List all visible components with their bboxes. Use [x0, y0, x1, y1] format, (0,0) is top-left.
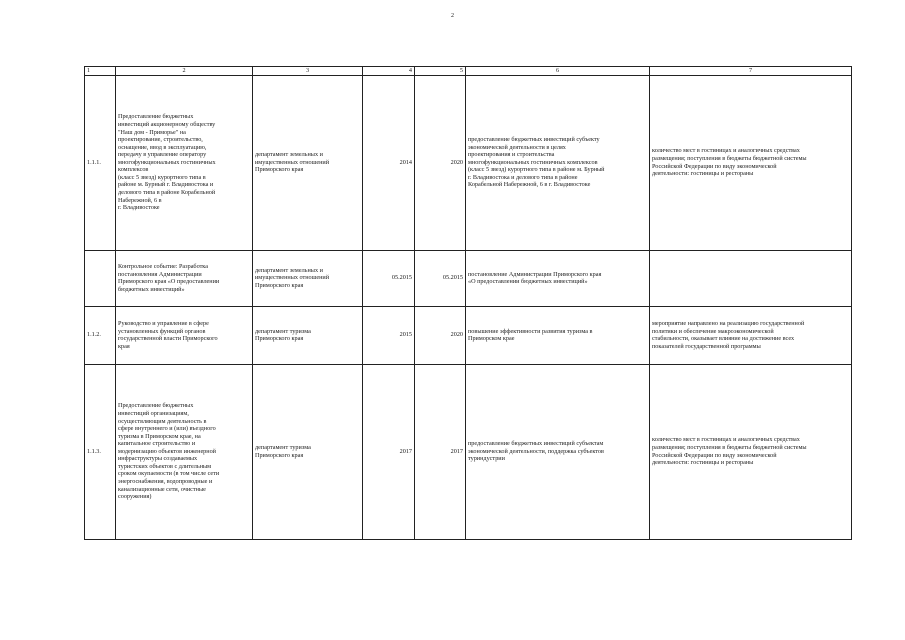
indicator-link: мероприятие направлено на реализацию государственной политики и обеспечение макроэкономической стабильности, оказывает влияние на достижение всех показателей государственной программы — [650, 306, 852, 364]
end-date: 2017 — [415, 364, 466, 539]
executor: департамент земельных и имущественных отношений Приморского края — [253, 75, 363, 250]
activity-name: Контрольное событие: Разработка постановления Администрации Приморского края «О предоставлении бюджетных инвестиций» — [116, 250, 253, 306]
start-date: 2015 — [363, 306, 415, 364]
table-row — [85, 306, 852, 364]
expected-result: предоставление бюджетных инвестиций субъектам экономической деятельности, поддержка субъектов туриндустрии — [466, 364, 650, 539]
activity-name: Предоставление бюджетных инвестиций акционерному обществу "Наш дом - Приморье" на проектирование, строительство, оснащение, ввод в эксплуатацию, передачу в управление оператору многофункциональных гостиничных комплексов (класс 5 звезд) курортного типа в районе м. Бурный г. Владивостока и делового типа в районе Корабельной Набережной, 6 в г. Владивостоке — [116, 75, 253, 250]
start-date: 2017 — [363, 364, 415, 539]
activity-name: Руководство и управление в сфере установленных функций органов государственной власти Приморского края — [116, 306, 253, 364]
row-number: 1.1.1. — [85, 75, 116, 250]
indicator-link: количество мест в гостиницах и аналогичных средствах размещения; поступления в бюджеты бюджетной системы Российской Федерации по виду экономической деятельности: гостиницы и рестораны — [650, 364, 852, 539]
start-date: 05.2015 — [363, 250, 415, 306]
executor: департамент земельных и имущественных отношений Приморского края — [253, 250, 363, 306]
end-date: 2020 — [415, 306, 466, 364]
row-number: 1.1.2. — [85, 306, 116, 364]
table-row — [85, 75, 852, 250]
page-number: 2 — [451, 13, 454, 19]
activities-table — [84, 66, 852, 540]
table-header-row — [85, 67, 852, 76]
indicator-link: количество мест в гостиницах и аналогичных средствах размещения; поступления в бюджеты бюджетной системы Российской Федерации по виду экономической деятельности: гостиницы и рестораны — [650, 75, 852, 250]
table-row — [85, 250, 852, 306]
column-header-indicators: 7 — [650, 67, 852, 76]
expected-result: предоставление бюджетных инвестиций субъекту экономической деятельности в целях проектирования и строительства многофункциональных гостиничных комплексов (класс 5 звезд) курортного типа в районе м. Бурный г. Владивостока и делового типа в районе Корабельной Набережной, 6 в г. Владивостоке — [466, 75, 650, 250]
column-header-end: 5 — [415, 67, 466, 76]
end-date: 05.2015 — [415, 250, 466, 306]
column-header-start: 4 — [363, 67, 415, 76]
executor: департамент туризма Приморского края — [253, 364, 363, 539]
table-row — [85, 364, 852, 539]
row-number: 1.1.3. — [85, 364, 116, 539]
start-date: 2014 — [363, 75, 415, 250]
expected-result: постановление Администрации Приморского края «О предоставлении бюджетных инвестиций» — [466, 250, 650, 306]
expected-result: повышение эффективности развития туризма в Приморском крае — [466, 306, 650, 364]
end-date: 2020 — [415, 75, 466, 250]
row-number — [85, 250, 116, 306]
executor: департамент туризма Приморского края — [253, 306, 363, 364]
column-header-result: 6 — [466, 67, 650, 76]
column-header-executor: 3 — [253, 67, 363, 76]
column-header-activity: 2 — [116, 67, 253, 76]
indicator-link — [650, 250, 852, 306]
column-header-number: 1 — [85, 67, 116, 76]
activity-name: Предоставление бюджетных инвестиций организациям, осуществляющим деятельность в сфере внутреннего и (или) въездного туризма в Приморском крае, на капитальное строительство и модернизацию объектов инженерной инфраструктуры создаваемых туристских объектов с длительным сроком окупаемости (в том числе сети энергоснабжения, водопроводные и канализационные сети, очистные сооружения) — [116, 364, 253, 539]
